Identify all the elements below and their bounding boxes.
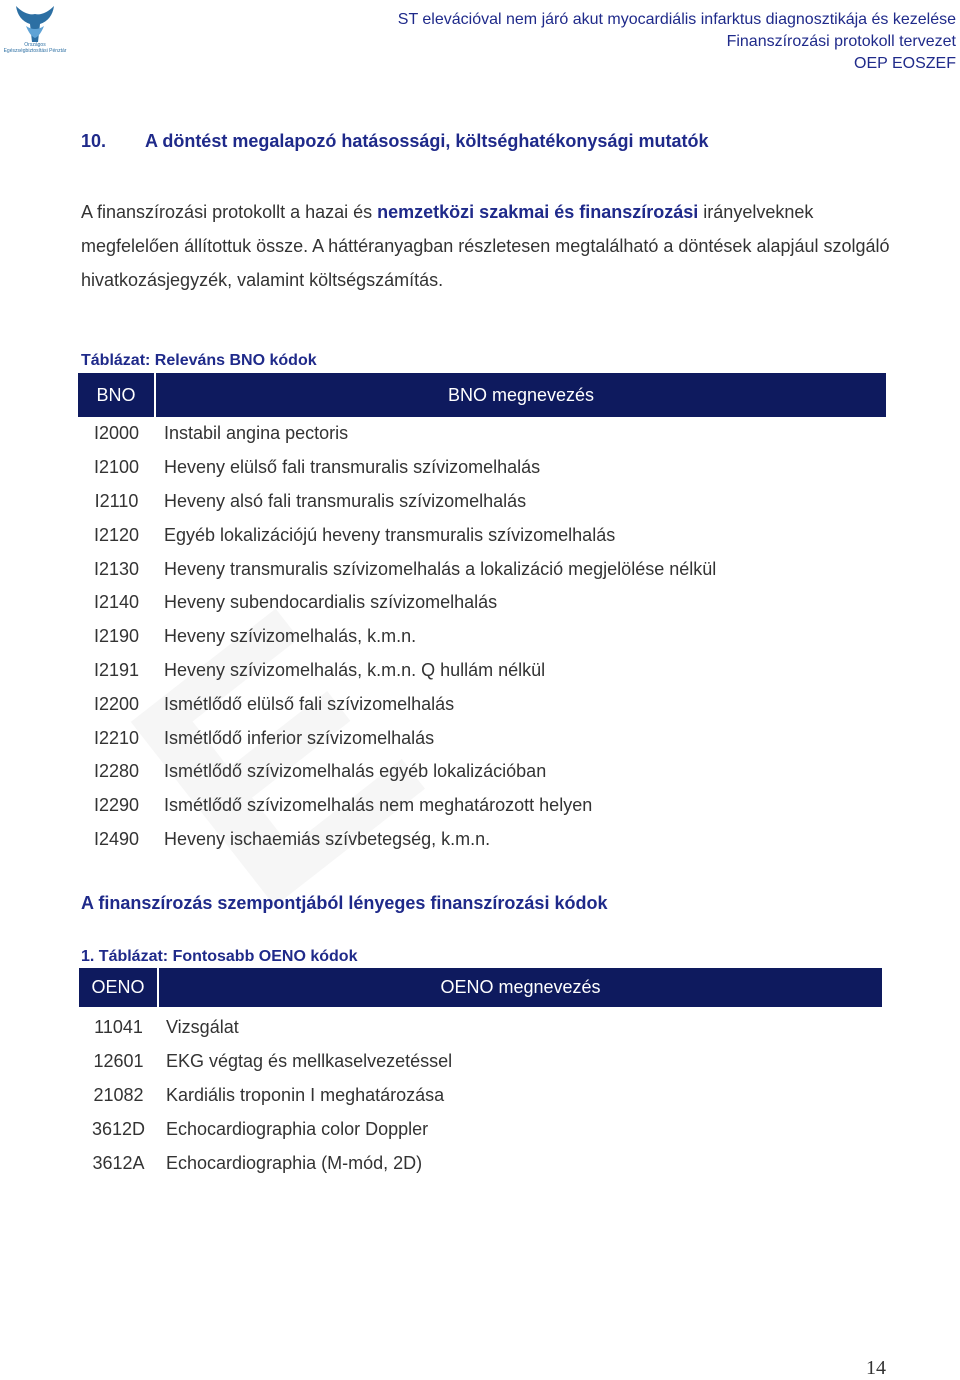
table-row <box>78 620 886 654</box>
table-row <box>78 654 886 688</box>
oeno-name-cell: Vizsgálat <box>166 1017 239 1038</box>
bno-table-caption: Táblázat: Releváns BNO kódok <box>81 352 317 369</box>
bno-code-cell: I2140 <box>93 592 140 613</box>
bno-code-cell: I2490 <box>93 828 140 849</box>
oeno-code-cell: 11041 <box>94 1017 143 1038</box>
bno-name-cell: Heveny subendocardialis szívizomelhalás <box>164 592 498 613</box>
bno-name-cell: Ismétlődő elülső fali szívizomelhalás <box>164 693 455 714</box>
page-number: 14 <box>866 1357 886 1379</box>
page-header <box>398 9 956 75</box>
bno-name-cell: Heveny ischaemiás szívbetegség, k.m.n. <box>164 828 491 849</box>
oeno-code-cell: 21082 <box>93 1084 144 1105</box>
oeno-code-cell: 12601 <box>93 1051 144 1072</box>
financing-codes-heading: A finanszírozás szempontjából lényeges finanszírozási kódok <box>81 893 608 913</box>
oeno-code-cell: 3612D <box>91 1118 146 1139</box>
table-row <box>78 823 886 857</box>
oeno-name-cell: Echocardiographia color Doppler <box>166 1118 429 1139</box>
bno-code-cell: I2110 <box>94 490 139 511</box>
bno-col-header-name: BNO megnevezés <box>155 373 886 417</box>
oeno-code-cell: 3612A <box>92 1152 145 1173</box>
header-title: ST elevációval nem járó akut myocardiális infarktus diagnosztikája és kezelése <box>397 11 956 28</box>
table-row <box>79 1146 882 1180</box>
bno-code-cell: I2290 <box>93 795 140 816</box>
section-number: 10. <box>81 131 107 151</box>
bno-name-cell: Egyéb lokalizációjú heveny transmuralis szívizomelhalás <box>164 524 616 545</box>
oeno-name-cell: EKG végtag és mellkaselvezetéssel <box>166 1051 453 1072</box>
oeno-name-cell: Kardiális troponin I meghatározása <box>166 1084 445 1105</box>
oeno-name-cell: Echocardiographia (M-mód, 2D) <box>166 1152 423 1173</box>
header-org: OEP EOSZEF <box>854 55 956 72</box>
bno-table <box>78 373 886 856</box>
bno-code-cell: I2210 <box>93 727 140 748</box>
bno-name-cell: Heveny szívizomelhalás, k.m.n. Q hullám nélkül <box>164 659 546 680</box>
table-row <box>78 485 886 519</box>
table-row <box>78 755 886 789</box>
table-row <box>78 451 886 485</box>
table-row <box>78 552 886 586</box>
bno-name-cell: Heveny transmuralis szívizomelhalás a lokalizáció megjelölése nélkül <box>164 558 717 579</box>
table-row <box>78 789 886 823</box>
oeno-table <box>79 968 882 1180</box>
bno-code-cell: I2191 <box>93 659 140 680</box>
bno-name-cell: Heveny szívizomelhalás, k.m.n. <box>164 626 417 647</box>
bno-name-cell: Instabil angina pectoris <box>164 423 349 444</box>
oeno-table-caption: 1. Táblázat: Fontosabb OENO kódok <box>81 948 358 965</box>
bno-code-cell: I2100 <box>93 457 140 478</box>
bno-name-cell: Heveny alsó fali transmuralis szívizomelhalás <box>164 490 527 511</box>
oeno-col-header-name: OENO megnevezés <box>158 968 882 1007</box>
bno-code-cell: I2280 <box>93 761 140 782</box>
bno-name-cell: Ismétlődő szívizomelhalás egyéb lokalizációban <box>164 761 547 782</box>
oeno-col-header-code: OENO <box>79 968 158 1007</box>
table-row <box>78 586 886 620</box>
table-row <box>79 1112 882 1146</box>
bno-code-cell: I2120 <box>93 524 140 545</box>
intro-text-2: irányelveknek megfelelően állítottuk össze. A háttéranyagban részletesen megtalálható a döntések alapjául szolgáló hivatkozásjegyzék, valamint költségszámítás. <box>81 202 890 290</box>
logo-caption: Országos Egészségbiztosítási Pénztár <box>3 42 67 54</box>
table-row <box>79 1045 882 1079</box>
table-row <box>78 687 886 721</box>
table-row <box>79 1007 882 1045</box>
table-row <box>78 721 886 755</box>
bno-col-header-code: BNO <box>78 373 155 417</box>
bno-code-cell: I2200 <box>93 693 140 714</box>
table-row <box>78 417 886 451</box>
bno-code-cell: I2190 <box>93 626 140 647</box>
section-title-text: A döntést megalapozó hatásossági, költséghatékonysági mutatók <box>145 131 709 151</box>
table-row <box>78 518 886 552</box>
bno-name-cell: Ismétlődő inferior szívizomelhalás <box>164 727 435 748</box>
table-row <box>79 1079 882 1113</box>
bno-code-cell: I2130 <box>93 558 140 579</box>
header-subtitle: Finanszírozási protokoll tervezet <box>726 33 956 50</box>
intro-bold-text: nemzetközi szakmai és finanszírozási <box>377 202 699 222</box>
intro-text-1: A finanszírozási protokollt a hazai és <box>81 202 378 222</box>
bno-name-cell: Ismétlődő szívizomelhalás nem meghatározott helyen <box>164 795 593 816</box>
bno-code-cell: I2000 <box>93 423 140 444</box>
section-title <box>81 131 708 152</box>
bno-name-cell: Heveny elülső fali transmuralis szívizomelhalás <box>164 457 541 478</box>
intro-paragraph <box>81 195 901 297</box>
